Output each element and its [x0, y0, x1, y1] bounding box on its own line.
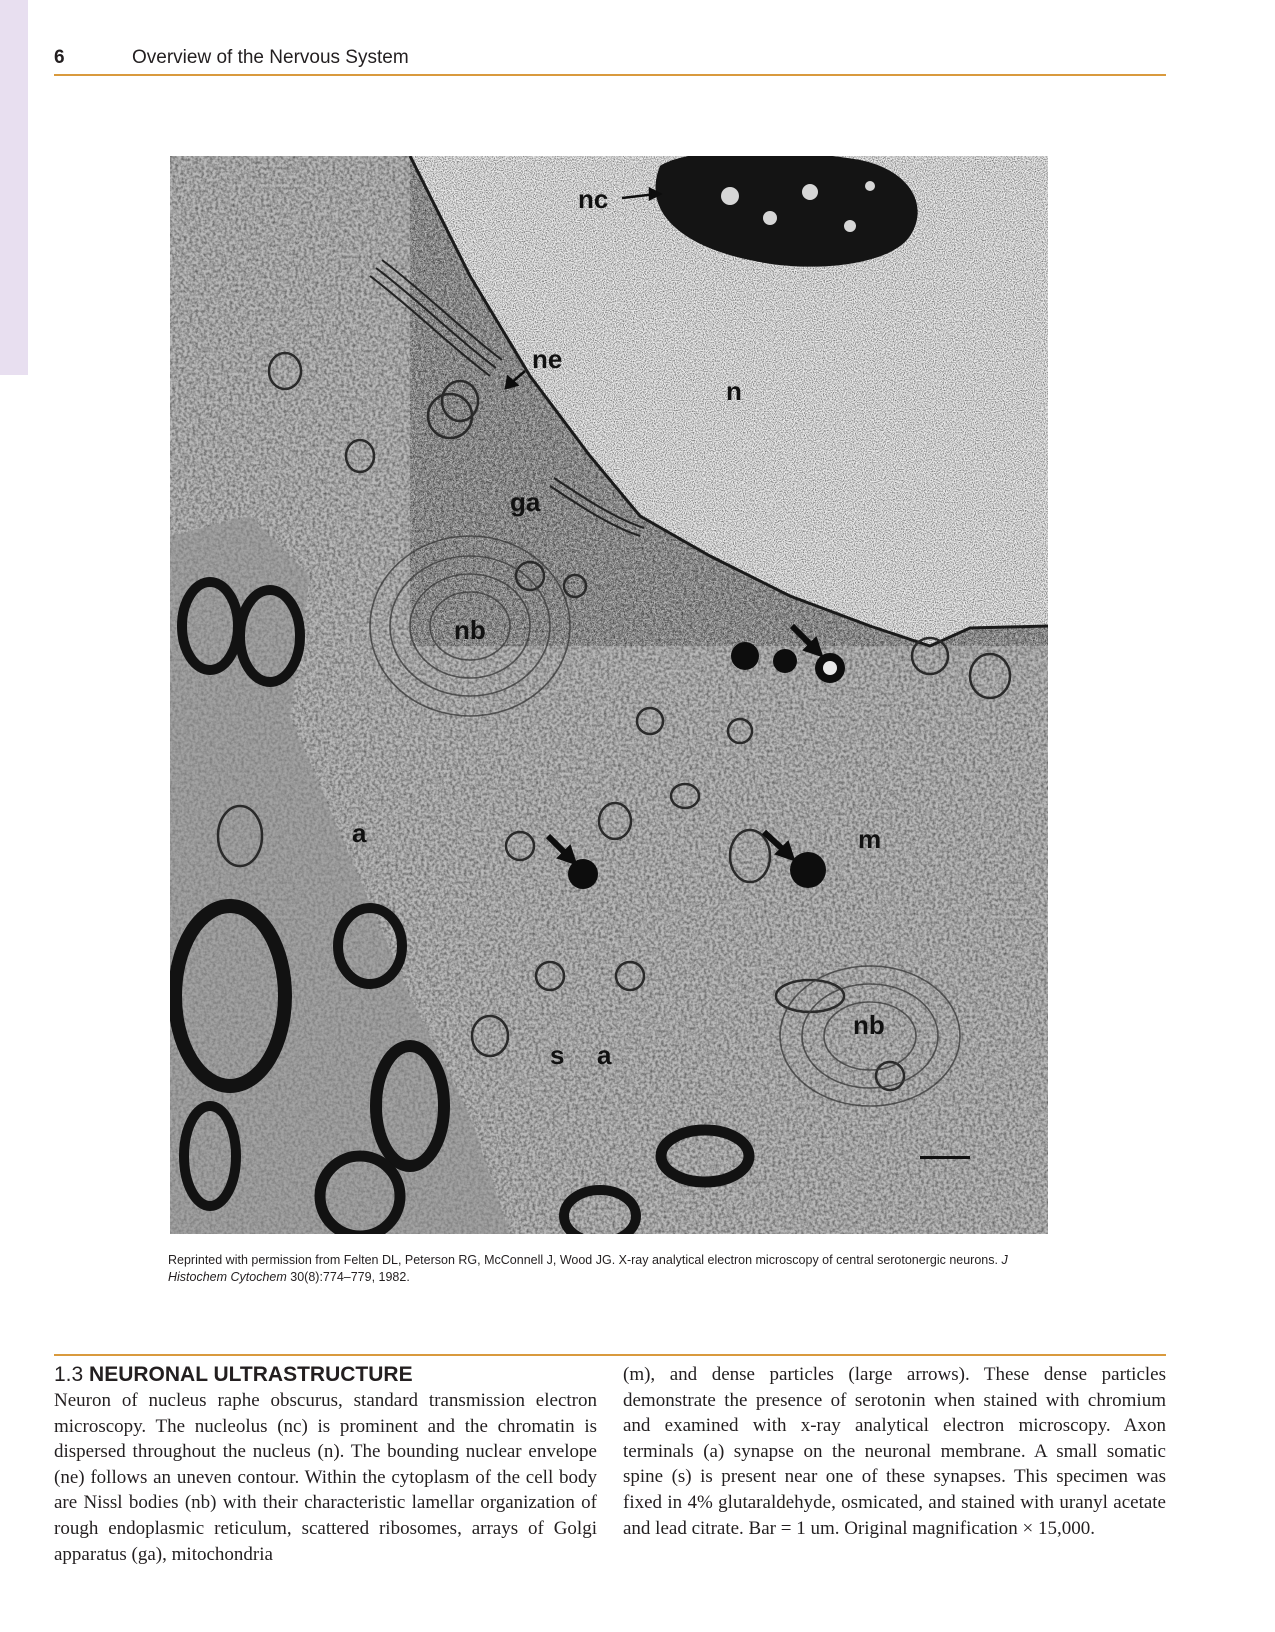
text-column-left [54, 1362, 597, 1567]
chapter-title: Overview of the Nervous System [132, 47, 409, 68]
electron-micrograph [170, 156, 1048, 1234]
micrograph-image [170, 156, 1048, 1234]
label-ga: ga [510, 487, 541, 517]
section-title: NEURONAL ULTRASTRUCTURE [89, 1363, 413, 1386]
credit-journal: J Histochem Cytochem [168, 1253, 1008, 1284]
label-nc: nc [578, 184, 609, 214]
body-text-right: (m), and dense particles (large arrows). These dense particles demonstrate the presence of serotonin when stained with chromium and examined with x-ray analytical electron microscopy. Axon terminals (a) synapse on the neuronal membrane. A small somatic spine (s) is present near one of these synapses. This specimen was fixed in 4% glutaraldehyde, osmicated, and stained with uranyl acetate and lead citrate. Bar = 1 um. Original magnification × 15,000. [623, 1364, 1166, 1539]
label-nb-bottom: nb [853, 1010, 885, 1040]
figure-credit [168, 1252, 1068, 1286]
running-head [54, 44, 1166, 72]
label-a-top: a [352, 818, 367, 848]
credit-citation: 30(8):774–779, 1982. [286, 1270, 410, 1284]
chapter-side-tab [0, 0, 28, 375]
body-text-left: Neuron of nucleus raphe obscurus, standard transmission electron microscopy. The nucleolus (nc) is prominent and the chromatin is dispersed throughout the nucleus (n). The bounding nuclear envelope (ne) follows an uneven contour. Within the cytoplasm of the cell body are Nissl bodies (nb) with their characteristic lamellar organization of rough endoplasmic reticulum, scattered ribosomes, arrays of Golgi apparatus (ga), mitochondria [54, 1390, 597, 1565]
section-number: 1.3 [54, 1363, 84, 1386]
label-nb-top: nb [454, 615, 486, 645]
label-s: s [550, 1040, 565, 1070]
section-rule [54, 1354, 1166, 1356]
label-n: n [726, 376, 742, 406]
section-neuronal-ultrastructure [54, 1362, 1166, 1602]
section-heading [54, 1362, 597, 1388]
text-column-right [623, 1362, 1166, 1541]
label-ne: ne [532, 344, 563, 374]
header-rule [54, 74, 1166, 76]
credit-text: Reprinted with permission from Felten DL, Peterson RG, McConnell J, Wood JG. X-ray analytical electron microscopy of central serotonergic neurons. [168, 1253, 1002, 1267]
label-a-bottom: a [597, 1040, 612, 1070]
page-number: 6 [54, 47, 65, 68]
label-m: m [858, 824, 882, 854]
